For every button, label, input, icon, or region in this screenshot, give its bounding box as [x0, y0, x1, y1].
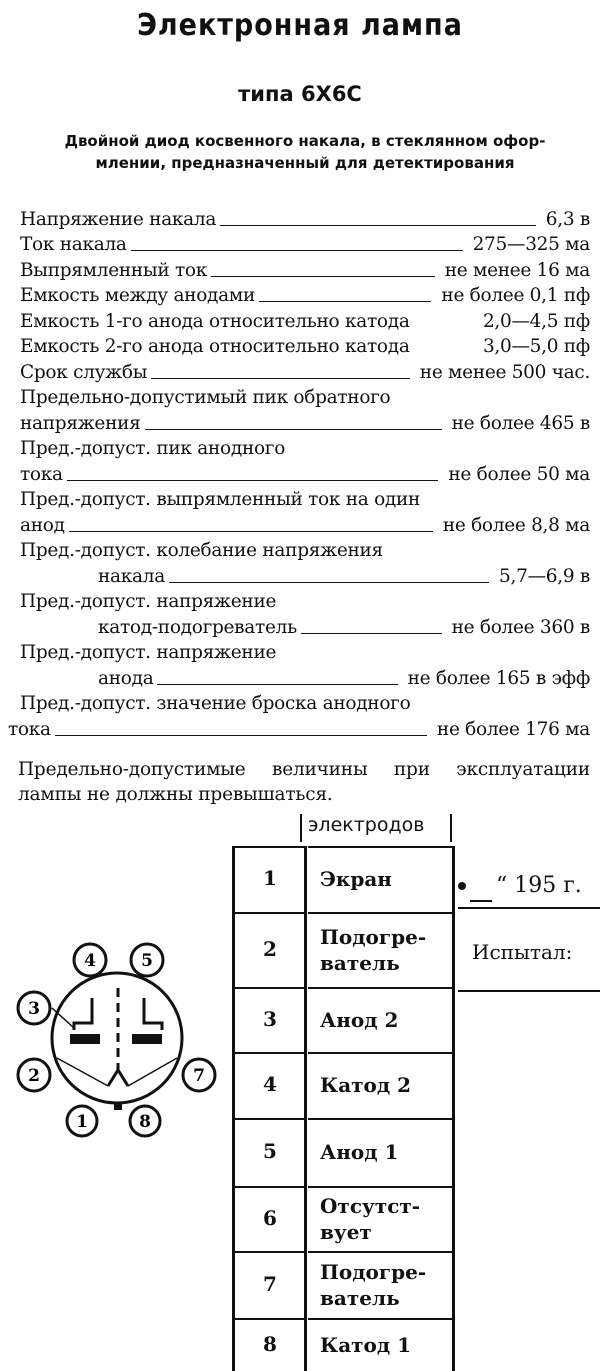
parameter-row — [0, 486, 600, 512]
parameter-fill-line — [211, 276, 435, 277]
electrode-name: Анод 1 — [320, 1140, 399, 1164]
parameter-fill-line — [169, 582, 489, 583]
electrode-row-divider — [308, 987, 452, 989]
parameter-value: 2,0—4,5 пф — [482, 310, 590, 332]
parameter-value: не более 0,1 пф — [441, 285, 590, 306]
table-column-line — [232, 846, 235, 1371]
anode-2-lead — [74, 998, 92, 1030]
operating-limits-note: Предельно-допустимые величины при эксплуатации лампы не должны превышаться. — [18, 759, 590, 805]
pin-3 — [18, 992, 50, 1024]
pin-number: 3 — [263, 1006, 277, 1031]
parameter-value: не менее 500 час. — [419, 361, 590, 383]
parameter-value: не более 176 ма — [436, 718, 590, 740]
table-column-line — [304, 846, 307, 1371]
parameter-label: тока — [20, 463, 63, 485]
date-blank-line — [470, 900, 492, 902]
parameter-value: 275—325 ма — [472, 234, 590, 255]
parameter-row — [0, 358, 600, 384]
pin-2-label: 2 — [28, 1066, 40, 1086]
pin-4 — [74, 944, 106, 976]
parameter-fill-line — [151, 378, 410, 379]
pin-number: 1 — [263, 866, 277, 890]
parameter-label: накала — [98, 565, 165, 587]
electrode-name: Подогре- ватель — [320, 1259, 427, 1310]
parameter-value: не более 360 в — [451, 616, 590, 638]
pin-number: 8 — [263, 1331, 277, 1356]
parameter-row — [0, 562, 600, 588]
parameter-fill-line — [220, 225, 536, 226]
electrode-name: Отсутст- вует — [320, 1193, 421, 1244]
parameter-label: Пред.-допуст. пик анодного — [20, 438, 286, 459]
pin-number: 5 — [263, 1139, 277, 1163]
parameter-value: 3,0—5,0 пф — [482, 336, 590, 357]
parameter-label: Пред.-допуст. выпрямленный ток на один — [20, 489, 421, 510]
parameter-label: анод — [20, 514, 65, 536]
electrode-name: Подогре- ватель — [320, 924, 427, 975]
pin-8-label: 8 — [139, 1112, 151, 1132]
pin-row-divider — [232, 987, 304, 989]
heater-lead-left — [57, 1058, 108, 1086]
pin-row-divider — [232, 846, 304, 848]
parameter-row — [0, 460, 600, 486]
parameter-label: Пред.-допуст. значение броска анодного — [20, 693, 411, 714]
parameter-row — [0, 205, 600, 231]
parameter-row — [0, 639, 600, 665]
electrode-row-divider — [308, 1251, 452, 1253]
date-underline — [458, 907, 600, 909]
parameter-label: напряжения — [20, 412, 141, 434]
parameter-value: 6,3 в — [545, 208, 590, 230]
parameter-row — [0, 409, 600, 435]
parameter-row — [0, 282, 600, 308]
parameter-fill-line — [259, 301, 431, 302]
parameter-label: Емкость между анодами — [20, 285, 255, 306]
tube-description — [22, 130, 588, 174]
parameter-row — [0, 715, 600, 741]
parameter-label: Срок службы — [20, 361, 148, 383]
base-key — [114, 1102, 122, 1110]
parameter-label: Пред.-допуст. напряжение — [20, 642, 277, 663]
parameter-row — [0, 435, 600, 461]
tested-by-label: Испытал: — [472, 940, 573, 964]
heater-lead-right — [128, 1058, 177, 1086]
pin-2 — [18, 1059, 50, 1091]
pin-number: 7 — [263, 1271, 277, 1296]
cathode-2-plate — [70, 1034, 100, 1044]
tube-type-subtitle: типа 6Х6С — [238, 82, 362, 106]
electrode-row-divider — [308, 1052, 452, 1054]
base-pinout-diagram — [12, 938, 217, 1138]
parameter-row — [0, 256, 600, 282]
pin-row-divider — [232, 1052, 304, 1054]
cathode-1-plate — [132, 1034, 162, 1044]
table-column-line — [452, 846, 455, 1371]
pin-7 — [183, 1059, 215, 1091]
electrode-row-divider — [308, 846, 452, 848]
parameter-row — [0, 384, 600, 410]
parameter-label: Выпрямленный ток — [20, 259, 207, 281]
pin-3-label: 3 — [28, 999, 40, 1019]
parameter-value: 5,7—6,9 в — [499, 565, 590, 587]
pin-1-label: 1 — [76, 1112, 88, 1132]
electrode-row-divider — [308, 1318, 452, 1320]
date-text: “ 195 г. — [496, 873, 582, 898]
parameter-fill-line — [157, 684, 397, 685]
parameter-label: Пред.-допуст. колебание напряжения — [20, 540, 383, 561]
pin-7-label: 7 — [193, 1066, 205, 1086]
description-line: млении, предназначенный для детектирования — [95, 154, 515, 172]
pin-number: 4 — [263, 1072, 277, 1096]
pin-number: 6 — [263, 1205, 277, 1230]
parameter-value: не более 165 в эфф — [407, 667, 590, 689]
parameter-value: не более 50 ма — [448, 463, 590, 485]
pin-row-divider — [232, 912, 304, 914]
parameter-label: Предельно-допустимый пик обратного — [20, 387, 391, 408]
parameter-fill-line — [145, 429, 442, 430]
parameter-value: не более 465 в — [451, 412, 590, 434]
electrode-row-divider — [308, 1186, 452, 1188]
header-bar-right — [450, 814, 452, 842]
pin-row-divider — [232, 1318, 304, 1320]
parameter-label: анода — [98, 667, 154, 689]
parameter-value: не более 8,8 ма — [442, 514, 590, 536]
anode-1-lead — [144, 998, 162, 1030]
page-title: Электронная лампа — [137, 8, 463, 43]
electrode-row-divider — [308, 1118, 452, 1120]
parameter-row — [0, 511, 600, 537]
parameter-label: катод-подогреватель — [98, 616, 297, 638]
parameter-row — [0, 690, 600, 716]
parameter-row — [0, 588, 600, 614]
parameter-label: Емкость 2-го анода относительно катода — [20, 336, 410, 357]
parameter-label: тока — [8, 718, 51, 740]
electrode-name: Катод 1 — [320, 1332, 412, 1357]
parameter-row — [0, 307, 600, 333]
electrodes-header: электродов — [308, 814, 425, 836]
parameter-label: Емкость 1-го анода относительно катода — [20, 310, 410, 332]
description-line: Двойной диод косвенного накала, в стеклянном офор- — [64, 132, 546, 150]
pin-row-divider — [232, 1186, 304, 1188]
parameter-fill-line — [69, 531, 433, 532]
pin-row-divider — [232, 1118, 304, 1120]
pin-1 — [67, 1106, 97, 1136]
electrode-row-divider — [308, 912, 452, 914]
date-field — [456, 873, 582, 898]
parameter-row — [0, 333, 600, 359]
pin-4-label: 4 — [84, 951, 96, 971]
tested-underline — [458, 990, 600, 992]
parameter-fill-line — [55, 735, 427, 736]
parameter-row — [0, 613, 600, 639]
parameter-row — [0, 664, 600, 690]
electrode-name: Экран — [320, 867, 392, 891]
parameters-list — [0, 205, 600, 741]
pin-8 — [130, 1106, 160, 1136]
pin-5 — [131, 944, 163, 976]
parameter-row — [0, 231, 600, 257]
pin-5-label: 5 — [141, 951, 153, 971]
pin-row-divider — [232, 1251, 304, 1253]
parameter-fill-line — [131, 250, 463, 251]
parameter-label: Напряжение накала — [20, 208, 217, 230]
pin-number: 2 — [263, 936, 277, 961]
parameter-fill-line — [301, 633, 442, 634]
parameter-value: не менее 16 ма — [444, 259, 590, 281]
parameter-fill-line — [67, 480, 439, 481]
parameter-row — [0, 537, 600, 563]
electrode-name: Анод 2 — [320, 1007, 399, 1032]
header-bar-left — [300, 814, 302, 842]
parameter-label: Пред.-допуст. напряжение — [20, 591, 277, 612]
electrode-name: Катод 2 — [320, 1073, 412, 1097]
parameter-label: Ток накала — [20, 234, 127, 255]
